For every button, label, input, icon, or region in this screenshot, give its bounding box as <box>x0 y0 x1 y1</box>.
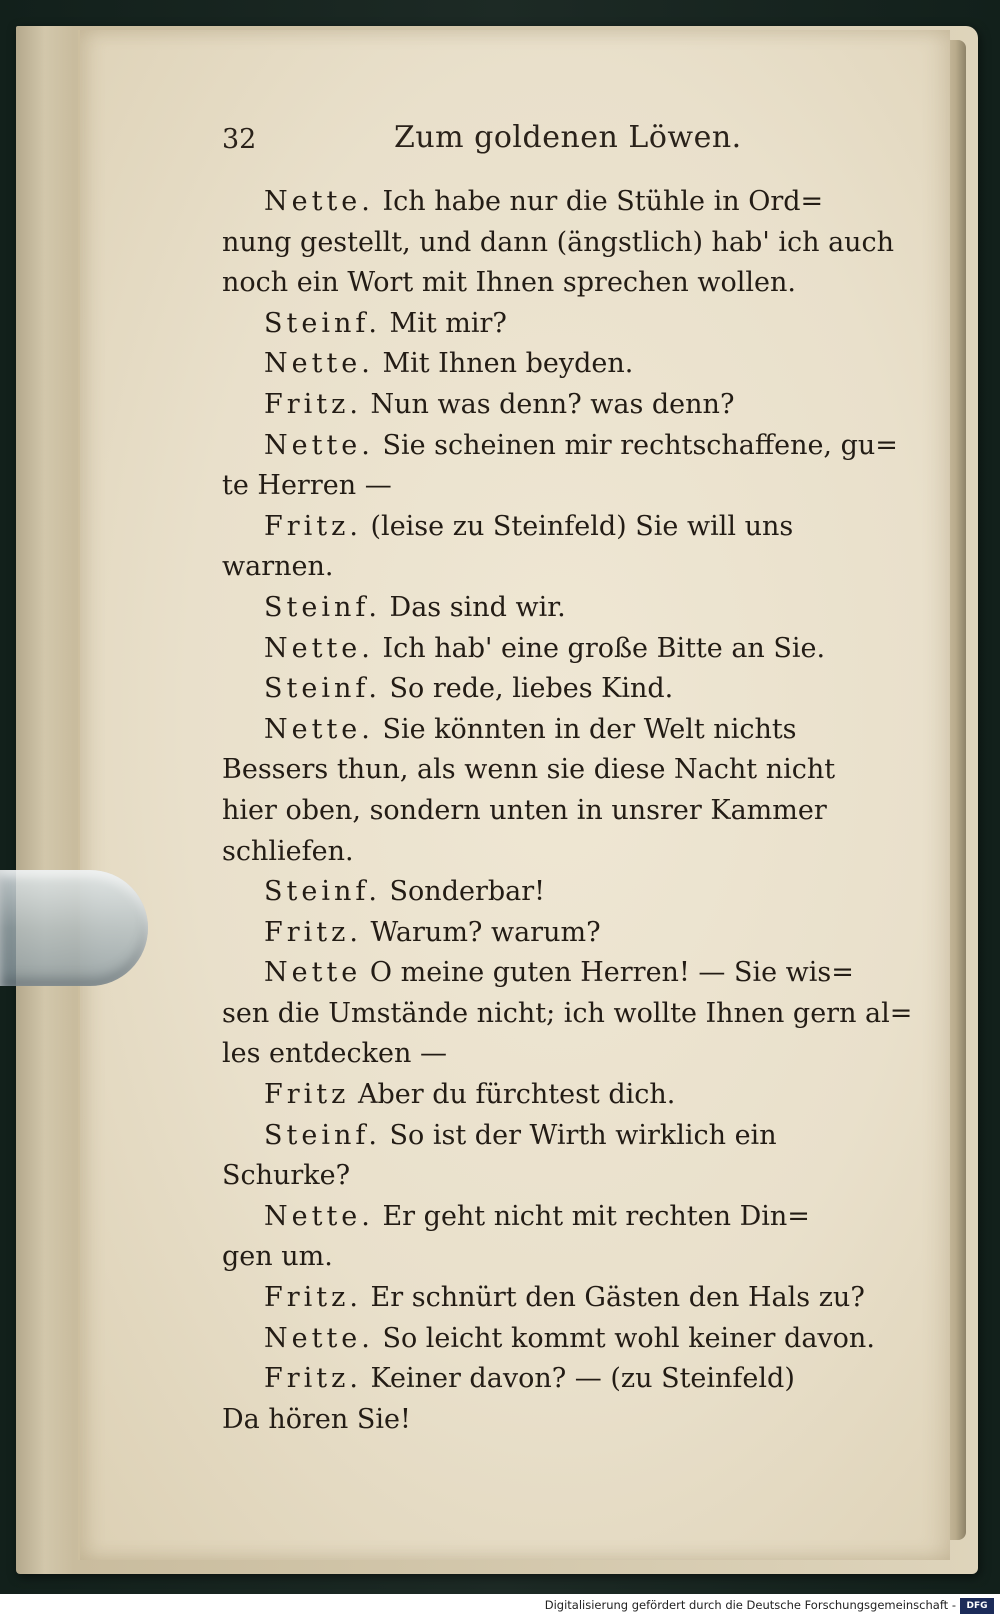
text-line <box>222 872 867 913</box>
text-line <box>222 588 867 629</box>
text-line <box>222 344 867 385</box>
line-text: Sie scheinen mir rechtschaffene, gu= <box>373 429 898 461</box>
line-text: schliefen. <box>222 835 354 867</box>
text-line <box>222 304 867 345</box>
text-line <box>222 385 867 426</box>
speaker-name: Nette. <box>264 632 374 664</box>
text-line <box>222 629 867 670</box>
speaker-name: Nette. <box>264 713 374 745</box>
line-text: Da hören Sie! <box>222 1403 411 1435</box>
line-text: te Herren — <box>222 470 392 502</box>
speaker-name: Nette. <box>264 348 374 380</box>
text-line <box>222 1075 867 1116</box>
text-line <box>222 1400 867 1441</box>
line-text: Ich hab' eine große Bitte an Sie. <box>373 632 826 664</box>
line-text: Das sind wir. <box>380 591 566 623</box>
running-head <box>222 120 862 168</box>
speaker-name: Fritz. <box>264 916 362 948</box>
text-line <box>222 1034 867 1075</box>
line-text: So leicht kommt wohl keiner davon. <box>373 1322 875 1354</box>
speaker-name: Nette. <box>264 1200 374 1232</box>
text-line <box>222 1237 867 1278</box>
text-line <box>222 507 867 548</box>
text-line <box>222 182 867 223</box>
line-text: noch ein Wort mit Ihnen sprechen wollen. <box>222 267 796 299</box>
text-line <box>222 710 867 751</box>
line-text: Sie könnten in der Welt nichts <box>373 713 797 745</box>
line-text: les entdecken — <box>222 1038 447 1070</box>
text-line <box>222 1197 867 1238</box>
line-text: warnen. <box>222 551 334 583</box>
text-line <box>222 913 867 954</box>
text-line <box>222 1116 867 1157</box>
line-text: So ist der Wirth wirklich ein <box>380 1119 777 1151</box>
footer-bar <box>0 1594 1000 1618</box>
speaker-name: Nette. <box>264 1322 374 1354</box>
line-text: O meine guten Herren! — Sie wis= <box>361 957 854 989</box>
line-text: Warum? warum? <box>361 916 601 948</box>
line-text: Keiner davon? — (zu Steinfeld) <box>361 1363 795 1395</box>
text-line <box>222 832 867 873</box>
line-text: Mit Ihnen beyden. <box>373 348 634 380</box>
speaker-name: Fritz. <box>264 1363 362 1395</box>
line-text: hier oben, sondern unten in unsrer Kammer <box>222 794 827 826</box>
text-line <box>222 994 913 1035</box>
line-text: Ich habe nur die Stühle in Ord= <box>373 186 824 217</box>
text-line <box>222 750 867 791</box>
text-line <box>222 466 867 507</box>
text-line <box>222 1156 867 1197</box>
line-text: sen die Umstände nicht; ich wollte Ihnen gern al= <box>222 997 913 1029</box>
text-line <box>222 1319 875 1360</box>
text-line <box>222 426 898 467</box>
speaker-name: Fritz. <box>264 510 362 542</box>
footer-credit: Digitalisierung gefördert durch die Deutsche Forschungsgemeinschaft - <box>544 1598 956 1612</box>
speaker-name: Steinf. <box>264 673 381 705</box>
text-line <box>222 669 867 710</box>
line-text: Bessers thun, als wenn sie diese Nacht nicht <box>222 754 836 786</box>
text-line <box>222 953 867 994</box>
speaker-name: Steinf. <box>264 307 381 339</box>
speaker-name: Nette <box>264 957 362 989</box>
line-text: Nun was denn? was denn? <box>361 388 735 420</box>
speaker-name: Nette. <box>264 186 374 217</box>
speaker-name: Nette. <box>264 429 374 461</box>
line-text: Aber du fürchtest dich. <box>349 1079 676 1111</box>
running-title: Zum goldenen Löwen. <box>394 120 742 155</box>
speaker-name: Steinf. <box>264 591 381 623</box>
speaker-name: Fritz <box>264 1079 350 1111</box>
speaker-name: Steinf. <box>264 876 381 908</box>
text-line <box>222 1278 867 1319</box>
line-text: Sonderbar! <box>380 876 545 908</box>
line-text: nung gestellt, und dann (ängstlich) hab' ich auch <box>222 226 895 258</box>
line-text: Schurke? <box>222 1160 351 1192</box>
page-number: 32 <box>222 124 257 155</box>
dfg-logo: DFG <box>960 1598 994 1614</box>
text-line <box>222 791 867 832</box>
play-text-block <box>222 182 913 1440</box>
speaker-name: Steinf. <box>264 1119 381 1151</box>
line-text: gen um. <box>222 1241 333 1273</box>
line-text: Er geht nicht mit rechten Din= <box>373 1200 810 1232</box>
speaker-name: Fritz. <box>264 388 362 420</box>
line-text: So rede, liebes Kind. <box>380 673 674 705</box>
page-holder-clip <box>0 870 148 986</box>
text-line <box>222 1359 867 1400</box>
text-line <box>222 223 895 264</box>
text-line <box>222 547 867 588</box>
line-text: Mit mir? <box>380 307 507 339</box>
line-text: (leise zu Steinfeld) Sie will uns <box>361 510 794 542</box>
text-line <box>222 263 867 304</box>
line-text: Er schnürt den Gästen den Hals zu? <box>361 1282 865 1314</box>
speaker-name: Fritz. <box>264 1282 362 1314</box>
